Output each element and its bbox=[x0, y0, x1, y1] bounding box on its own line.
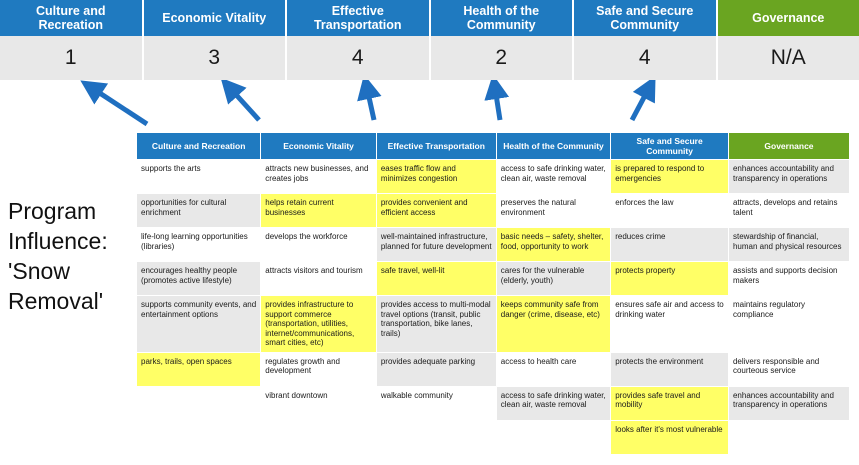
cell-r7c5 bbox=[728, 420, 849, 454]
cell-r7c4: looks after it's most vulnerable bbox=[611, 420, 729, 454]
cell-r0c4: is prepared to respond to emergencies bbox=[611, 160, 729, 194]
cell-r0c0: supports the arts bbox=[137, 160, 261, 194]
cell-r6c1: vibrant downtown bbox=[261, 386, 377, 420]
score-economic-vitality: 3 bbox=[144, 36, 288, 80]
cell-r2c1: develops the workforce bbox=[261, 228, 377, 262]
cell-r2c2: well-maintained infrastructure, planned for future development bbox=[376, 228, 496, 262]
cell-r4c5: maintains regulatory compliance bbox=[728, 296, 849, 353]
arrow-group bbox=[0, 80, 859, 132]
cell-r2c0: life-long learning opportunities (libraries) bbox=[137, 228, 261, 262]
score-governance: N/A bbox=[770, 46, 806, 69]
cell-r7c2 bbox=[376, 420, 496, 454]
arrow-safe-and-secure-community bbox=[632, 88, 649, 120]
cell-r1c3: preserves the natural environment bbox=[496, 194, 610, 228]
cell-r4c0: supports community events, and entertainment options bbox=[137, 296, 261, 353]
score-effective-transportation: 4 bbox=[287, 36, 431, 80]
table-row bbox=[137, 160, 850, 194]
cell-r5c0: parks, trails, open spaces bbox=[137, 352, 261, 386]
matrix-header-governance: Governance bbox=[728, 133, 849, 160]
program-influence-caption: Program Influence: 'Snow Removal' bbox=[8, 198, 108, 314]
scorecard-score-row bbox=[0, 36, 859, 80]
table-row bbox=[137, 194, 850, 228]
table-row bbox=[137, 352, 850, 386]
cell-r2c3: basic needs – safety, shelter, food, opportunity to work bbox=[496, 228, 610, 262]
cell-r2c5: stewardship of financial, human and physical resources bbox=[728, 228, 849, 262]
table-row bbox=[137, 228, 850, 262]
scorecard-header-effective-transportation: Effective Transportation bbox=[287, 0, 431, 36]
matrix-header-health-of-the-community: Health of the Community bbox=[496, 133, 610, 160]
cell-r6c0 bbox=[137, 386, 261, 420]
cell-r5c2: provides adequate parking bbox=[376, 352, 496, 386]
scorecard-header-economic-vitality: Economic Vitality bbox=[144, 0, 288, 36]
cell-r1c2: provides convenient and efficient access bbox=[376, 194, 496, 228]
arrow-effective-transportation bbox=[367, 88, 374, 120]
table-row bbox=[137, 386, 850, 420]
cell-r3c3: cares for the vulnerable (elderly, youth) bbox=[496, 262, 610, 296]
cell-r1c4: enforces the law bbox=[611, 194, 729, 228]
matrix-header-culture-and-recreation: Culture and Recreation bbox=[137, 133, 261, 160]
cell-r3c4: protects property bbox=[611, 262, 729, 296]
matrix-header-economic-vitality: Economic Vitality bbox=[261, 133, 377, 160]
cell-r6c2: walkable community bbox=[376, 386, 496, 420]
cell-r0c5: enhances accountability and transparency in operations bbox=[728, 160, 849, 194]
cell-r6c4: provides safe travel and mobility bbox=[611, 386, 729, 420]
table-row bbox=[137, 420, 850, 454]
cell-r1c5: attracts, develops and retains talent bbox=[728, 194, 849, 228]
scorecard-header-governance: Governance bbox=[718, 0, 859, 36]
cell-r4c3: keeps community safe from danger (crime, disease, etc) bbox=[496, 296, 610, 353]
cell-r5c3: access to health care bbox=[496, 352, 610, 386]
arrow-economic-vitality bbox=[230, 88, 259, 120]
table-row bbox=[137, 262, 850, 296]
cell-r7c3 bbox=[496, 420, 610, 454]
score-safe-and-secure-community: 4 bbox=[574, 36, 718, 80]
cell-r1c0: opportunities for cultural enrichment bbox=[137, 194, 261, 228]
scorecard-header-health-of-the-community: Health of the Community bbox=[431, 0, 575, 36]
matrix-header-effective-transportation: Effective Transportation bbox=[376, 133, 496, 160]
cell-r5c1: regulates growth and development bbox=[261, 352, 377, 386]
cell-r5c5: delivers responsible and courteous service bbox=[728, 352, 849, 386]
cell-r3c1: attracts visitors and tourism bbox=[261, 262, 377, 296]
cell-r4c1: provides infrastructure to support commerce (transportation, utilities, internet/communications, smart cities, etc) bbox=[261, 296, 377, 353]
cell-r5c4: protects the environment bbox=[611, 352, 729, 386]
scorecard-header-row bbox=[0, 0, 859, 36]
cell-r0c1: attracts new businesses, and creates jobs bbox=[261, 160, 377, 194]
matrix-header-safe-and-secure-community: Safe and Secure Community bbox=[611, 133, 729, 160]
cell-r6c5: enhances accountability and transparency in operations bbox=[728, 386, 849, 420]
cell-r7c0 bbox=[137, 420, 261, 454]
cell-r4c4: ensures safe air and access to drinking water bbox=[611, 296, 729, 353]
matrix-header-row bbox=[137, 133, 850, 160]
arrow-culture-and-recreation bbox=[92, 88, 147, 124]
cell-r0c3: access to safe drinking water, clean air, waste removal bbox=[496, 160, 610, 194]
cell-r7c1 bbox=[261, 420, 377, 454]
arrow-health-of-the-community bbox=[495, 88, 500, 120]
cell-r3c0: encourages healthy people (promotes active lifestyle) bbox=[137, 262, 261, 296]
scorecard-header-safe-and-secure-community: Safe and Secure Community bbox=[574, 0, 718, 36]
cell-r4c2: provides access to multi-modal travel options (transit, public transportation, bike lanes, trails) bbox=[376, 296, 496, 353]
scorecard-band bbox=[0, 0, 859, 80]
strategic-outcomes-matrix bbox=[136, 132, 850, 455]
score-health-of-the-community: 2 bbox=[431, 36, 575, 80]
table-row bbox=[137, 296, 850, 353]
cell-r0c2: eases traffic flow and minimizes congestion bbox=[376, 160, 496, 194]
cell-r3c2: safe travel, well-lit bbox=[376, 262, 496, 296]
cell-r1c1: helps retain current businesses bbox=[261, 194, 377, 228]
cell-r6c3: access to safe drinking water, clean air, waste removal bbox=[496, 386, 610, 420]
cell-r3c5: assists and supports decision makers bbox=[728, 262, 849, 296]
scorecard-header-culture-and-recreation: Culture and Recreation bbox=[0, 0, 144, 36]
cell-r2c4: reduces crime bbox=[611, 228, 729, 262]
score-culture-and-recreation: 1 bbox=[0, 36, 144, 80]
